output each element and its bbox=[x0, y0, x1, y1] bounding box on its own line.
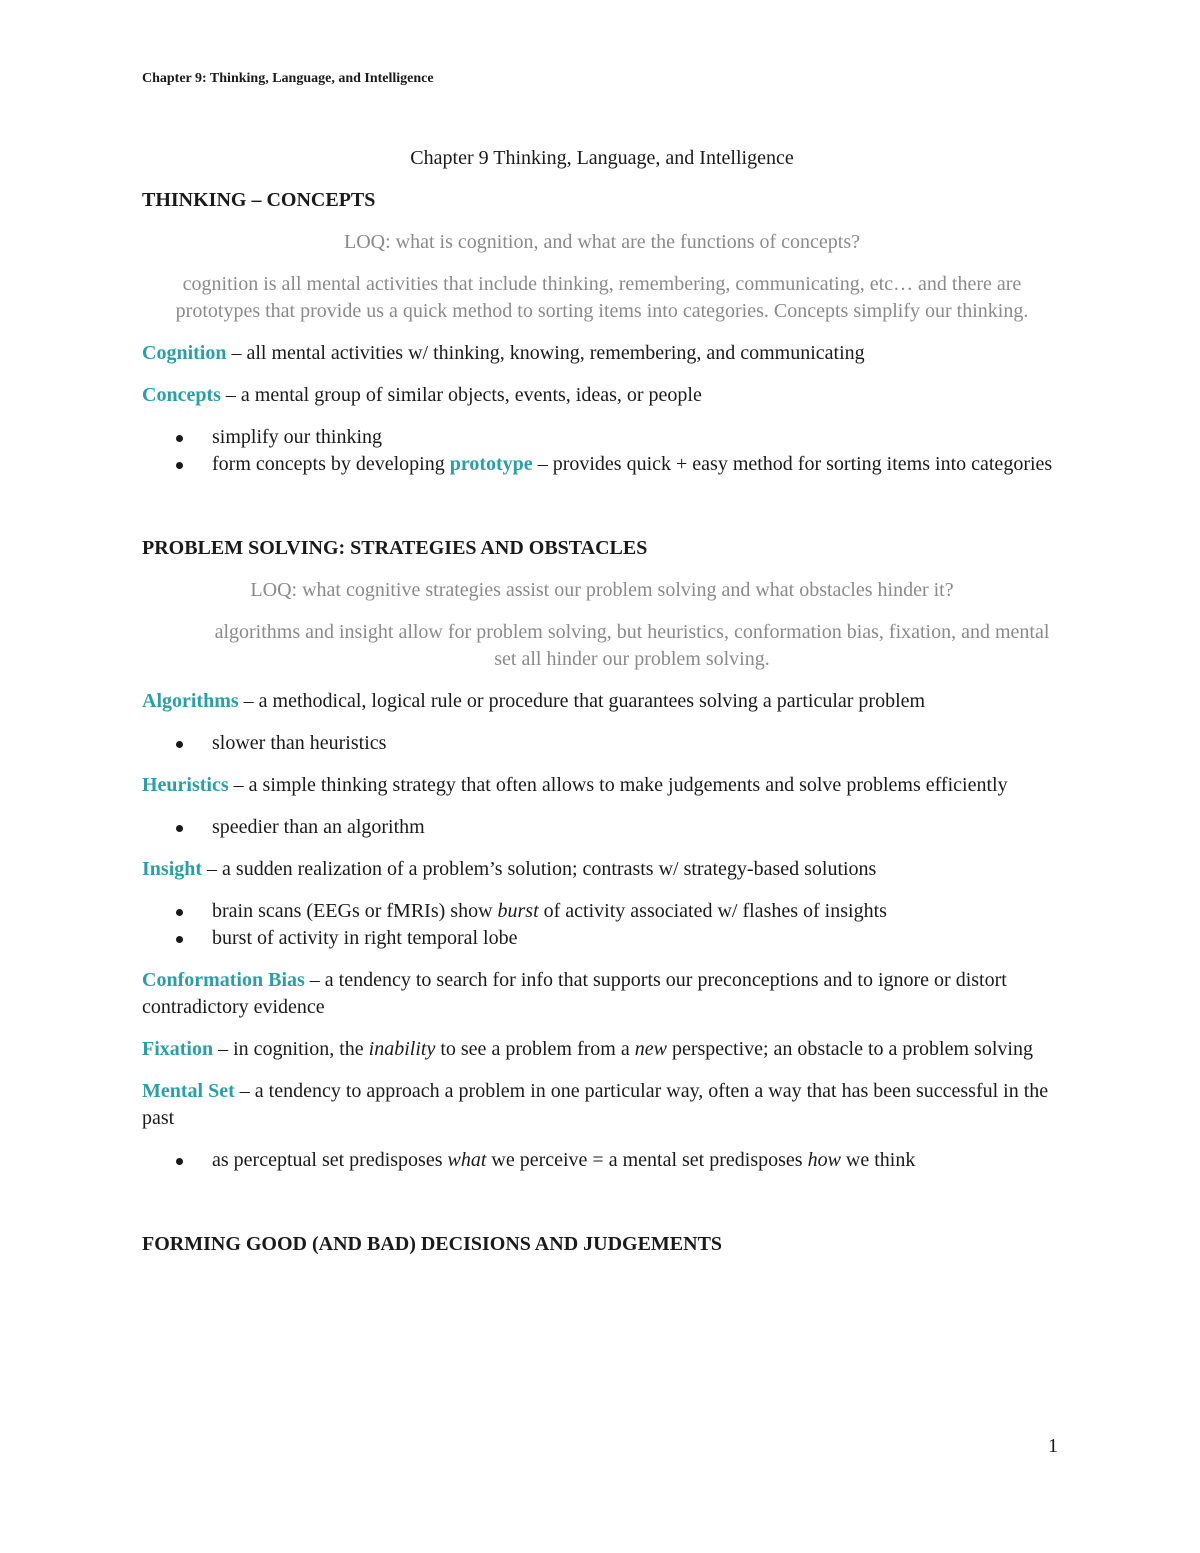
definition-mental-set bbox=[142, 1078, 1062, 1132]
section-heading-problem-solving: PROBLEM SOLVING: STRATEGIES AND OBSTACLES bbox=[142, 537, 648, 559]
term-definition: – a sudden realization of a problem’s solution; contrasts w/ strategy-based solutions bbox=[202, 858, 877, 880]
term-definition: – a mental group of similar objects, events, ideas, or people bbox=[220, 384, 702, 406]
section-spacer bbox=[142, 1189, 1062, 1231]
list-item: slower than heuristics bbox=[142, 730, 1062, 757]
term-keyword: Fixation bbox=[142, 1038, 214, 1060]
term-keyword: Heuristics bbox=[142, 774, 229, 796]
bullet-list bbox=[142, 424, 1062, 478]
section-heading-decisions: FORMING GOOD (AND BAD) DECISIONS AND JUDGEMENTS bbox=[142, 1233, 723, 1255]
definition-heuristics bbox=[142, 772, 1062, 799]
bullet-list bbox=[142, 898, 1062, 952]
bullet-list bbox=[142, 814, 1062, 841]
term-definition: – a tendency to approach a problem in one particular way, often a way that has been successful in the past bbox=[142, 1080, 1049, 1129]
definition-fixation: Fixation – in cognition, the inability to see a problem from a new perspective; an obstacle to a problem solving bbox=[142, 1038, 1033, 1060]
list-item: as perceptual set predisposes what we perceive = a mental set predisposes how we think bbox=[142, 1147, 1062, 1174]
term-keyword: Insight bbox=[142, 858, 203, 880]
term-keyword: Algorithms bbox=[142, 690, 239, 712]
document-title: Chapter 9 Thinking, Language, and Intelligence bbox=[410, 147, 794, 169]
document-body bbox=[142, 145, 1062, 1273]
definition-conformation-bias bbox=[142, 967, 1062, 1021]
definition-cognition bbox=[142, 340, 1062, 367]
loq-answer: algorithms and insight allow for problem solving, but heuristics, conformation bias, fixation, and mental set all hinder our problem solving. bbox=[214, 621, 1050, 670]
definition-insight bbox=[142, 856, 1062, 883]
section-spacer bbox=[142, 493, 1062, 535]
loq-question: LOQ: what cognitive strategies assist our problem solving and what obstacles hinder it? bbox=[250, 579, 954, 601]
bullet-list bbox=[142, 730, 1062, 757]
term-definition: – all mental activities w/ thinking, knowing, remembering, and communicating bbox=[226, 342, 865, 364]
page-number: 1 bbox=[1048, 1435, 1058, 1457]
list-item: brain scans (EEGs or fMRIs) show burst of activity associated w/ flashes of insights bbox=[142, 898, 1062, 925]
list-item: burst of activity in right temporal lobe bbox=[142, 925, 1062, 952]
term-keyword: prototype bbox=[449, 453, 533, 475]
loq-question: LOQ: what is cognition, and what are the functions of concepts? bbox=[344, 231, 860, 253]
definition-algorithms bbox=[142, 688, 1062, 715]
loq-answer: cognition is all mental activities that include thinking, remembering, communicating, etc… and there are prototypes that provide us a quick method to sorting items into categories. Concepts simplify our thinking. bbox=[175, 273, 1029, 322]
term-definition: – a simple thinking strategy that often allows to make judgements and solve problems efficiently bbox=[228, 774, 1008, 796]
section-heading-thinking-concepts: THINKING – CONCEPTS bbox=[142, 189, 376, 211]
list-item: speedier than an algorithm bbox=[142, 814, 1062, 841]
term-keyword: Conformation Bias bbox=[142, 969, 305, 991]
bullet-list bbox=[142, 1147, 1062, 1174]
term-definition: – a methodical, logical rule or procedure that guarantees solving a particular problem bbox=[238, 690, 926, 712]
term-keyword: Mental Set bbox=[142, 1080, 235, 1102]
list-item: simplify our thinking bbox=[142, 424, 1062, 451]
definition-concepts bbox=[142, 382, 1062, 409]
term-keyword: Concepts bbox=[142, 384, 221, 406]
list-item: form concepts by developing prototype – provides quick + easy method for sorting items into categories bbox=[142, 451, 1062, 478]
term-keyword: Cognition bbox=[142, 342, 227, 364]
running-header: Chapter 9: Thinking, Language, and Intelligence bbox=[142, 71, 434, 86]
term-definition: – a tendency to search for info that supports our preconceptions and to ignore or distort contradictory evidence bbox=[142, 969, 1007, 1018]
